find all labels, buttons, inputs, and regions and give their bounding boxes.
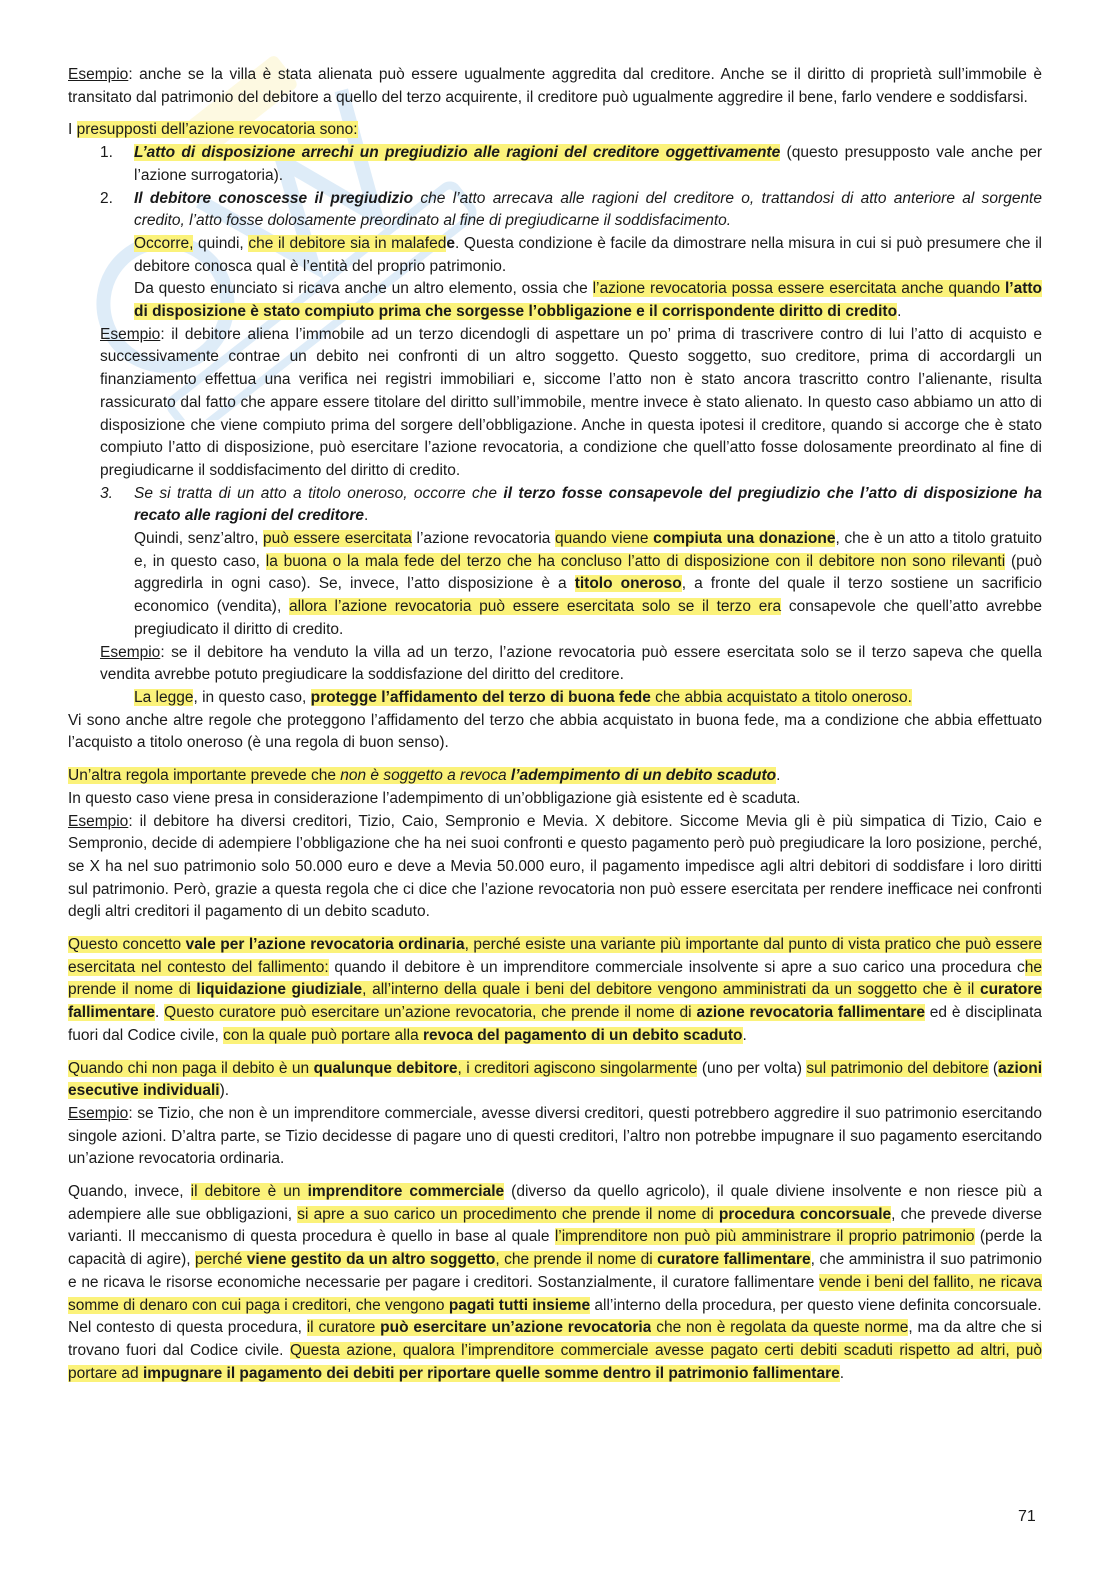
paragraph-individual: Quando chi non paga il debito è un qualunque debitore, i creditori agiscono singolarmente (uno per volta) sul patrimonio del debitore (azioni esecutive individuali). <box>68 1059 1042 1100</box>
paragraph-example-2: Esempio: il debitore aliena l’immobile ad un terzo dicendogli di aspettare un po’ prima di trascrivere contro di lui l’atto di acquisto e successivamente contrae un debito nei confronti di un altro soggetto. Questo soggetto, suo creditore, prima di accordargli un finanziamento effettua una verifica nei registri immobiliari e, siccome l’atto non è stato ancora trascritto contro l’alienante, risulta rassicurato dal fatto che appare essere titolare del diritto sull’immobile, mentre invece è stato alienato. In questo caso abbiamo un atto di disposizione che viene compiuto prima del sorgere dell’obbligazione. Anche in questa ipotesi il creditore, quando si accorge che è stato compiuto l’atto di disposizione, può esercitare l’azione revocatoria, a condizione che quell’atto fosse dolosamente preordinato al fine di pregiudicarne il soddisfacimento del diritto di credito. <box>100 325 1042 479</box>
list-number: 3. <box>100 484 113 502</box>
list-number: 2. <box>100 189 113 207</box>
paragraph-example-5: Esempio: se Tizio, che non è un imprenditore commerciale, avesse diversi creditori, questi potrebbero aggredire il suo patrimonio esercitando singole azioni. D’altra parte, se Tizio decidesse di pagare uno di questi creditori, l’altro non potrebbe impugnare il suo pagamento esercitando un’azione revocatoria ordinaria. <box>68 1104 1042 1168</box>
paragraph-example-3: Esempio: se il debitore ha venduto la villa ad un terzo, l’azione revocatoria può essere esercitata solo se il terzo sapeva che quella vendita avrebbe potuto pregiudicare la soddisfazione del diritto del creditore. <box>100 643 1042 684</box>
paragraph-legge: La legge, in questo caso, protegge l’affidamento del terzo di buona fede che abbia acquistato a titolo oneroso. <box>134 688 912 706</box>
example-label: Esempio <box>68 812 129 830</box>
paragraph-concept: Questo concetto vale per l’azione revocatoria ordinaria, perché esiste una variante più importante dal punto di vista pratico che può essere esercitata nel contesto del fallimento: quando il debitore è un imprenditore commerciale insolvente si apre a suo carico una procedura che prende il nome di liquidazione giudiziale, all’interno della quale i beni del debitore vengono amministrati da un soggetto che è il curatore fallimentare. Questo curatore può esercitare un’azione revocatoria, che prende il nome di azione revocatoria fallimentare ed è disciplinata fuori dal Codice civile, con la quale può portare alla revoca del pagamento di un debito scaduto. <box>68 936 1043 1044</box>
example-label: Esempio <box>68 1104 129 1122</box>
paragraph-example-villa: Esempio: anche se la villa è stata alienata può essere ugualmente aggredita dal creditore. Anche se il diritto di proprietà sull’immobile è transitato dal patrimonio del debitore a quello del terzo acquirente, il creditore può ugualmente aggredire il bene, farlo vendere e soddisfarsi. <box>68 66 1042 106</box>
example-label: Esempio <box>68 66 129 83</box>
list-item-2: 2. Il debitore conoscesse il pregiudizio che l’atto arrecava alle ragioni del creditore o, trattandosi di atto anteriore al sorgente credito, l’atto fosse dolosamente preordinato al fine di pregiudicarne il soddisfacimento. Occorre, quindi, che il debitore sia in malafede. Questa condizione è facile da dimostrare nella misura in cui si può presumere che il debitore conosca qual è l’entità del proprio patrimonio. Da questo enunciato si ricava anche un altro elemento, ossia che l’azione revocatoria possa essere esercitata anche quando l’atto di disposizione è stato compiuto prima che sorgesse l’obbligazione e il corrispondente diritto di credito. <box>100 189 1043 321</box>
paragraph-final: Nel contesto di questa procedura, il curatore può esercitare un’azione revocatoria che non è regolata da queste norme, ma da altre che si trovano fuori dal Codice civile. Questa azione, qualora l’imprenditore commerciale avesse pagato certi debiti scaduti rispetto ad altri, può portare ad impugnare il pagamento dei debiti per riportare quelle somme dentro il patrimonio fallimentare. <box>68 1319 1043 1382</box>
document-body <box>68 64 1042 1385</box>
list-number: 1. <box>100 144 113 162</box>
paragraph-presupposti: I presupposti dell’azione revocatoria sono: <box>68 121 358 139</box>
list-item-1: 1. L’atto di disposizione arrechi un pregiudizio alle ragioni del creditore oggettivamente (questo presupposto vale anche per l’azione surrogatoria). <box>100 144 1042 184</box>
list-item-3: 3. Se si tratta di un atto a titolo oneroso, occorre che il terzo fosse consapevole del pregiudizio che l’atto di disposizione ha recato alle ragioni del creditore. Quindi, senz’altro, può essere esercitata l’azione revocatoria quando viene compiuta una donazione, che è un atto a titolo gratuito e, in questo caso, la buona o la mala fede del terzo che ha concluso l’atto di disposizione con il debitore non sono rilevanti (può aggredirla in ogni caso). Se, invece, l’atto disposizione è a titolo oneroso, a fronte del quale il terzo sostiene un sacrificio economico (vendita), allora l’azione revocatoria può essere esercitata solo se il terzo era consapevole che quell’atto avrebbe pregiudicato il diritto di credito. <box>100 484 1043 638</box>
page-number: 71 <box>1018 1508 1036 1525</box>
example-label: Esempio <box>100 325 161 343</box>
paragraph-entrepreneur: Quando, invece, il debitore è un imprenditore commerciale (diverso da quello agricolo), il quale diviene insolvente e non riesce più a adempiere alle sue obbligazioni, si apre a suo carico un procedimento che prende il nome di procedura concorsuale, che prevede diverse varianti. Il meccanismo di questa procedura è quello in base al quale l’imprenditore non può più amministrare il proprio patrimonio (perde la capacità di agire), perché viene gestito da un altro soggetto, che prende il nome di curatore fallimentare, che amministra il suo patrimonio e ne ricava le risorse economiche necessarie per pagare i creditori. Sostanzialmente, il curatore fallimentare vende i beni del fallito, ne ricava somme di denaro con cui paga i creditori, che vengono pagati tutti insieme all’interno della procedura, per questo viene definita concorsuale. <box>68 1183 1043 1314</box>
example-label: Esempio <box>100 643 161 661</box>
paragraph-other-rules: Vi sono anche altre regole che proteggono l’affidamento del terzo che abbia acquistato in buona fede, ma a condizione che abbia effettuato l’acquisto a titolo oneroso (è una regola di buon senso). <box>68 711 1042 752</box>
paragraph-example-4: Esempio: il debitore ha diversi creditori, Tizio, Caio, Sempronio e Mevia. X debitore. Siccome Mevia gli è più simpatica di Tizio, Caio e Sempronio, decide di adempiere l’obbligazione che ha nei suoi confronti e questo pagamento però può pregiudicare la loro posizione, perché, se X ha nel suo patrimonio solo 50.000 euro e deve a Mevia 50.000 euro, il pagamento impedisce agli altri debitori di soddisfare i loro diritti sul patrimonio. Però, grazie a questa regola che ci dice che l’azione revocatoria non può essere esercitata per rendere inefficace nei confronti degli altri creditori il pagamento di un debito scaduto. <box>68 812 1042 921</box>
paragraph-debt-rule: Un’altra regola importante prevede che non è soggetto a revoca l’adempimento di un debito scaduto. In questo caso viene presa in considerazione l’adempimento di un’obbligazione già esistente ed è scaduta. <box>68 767 801 807</box>
